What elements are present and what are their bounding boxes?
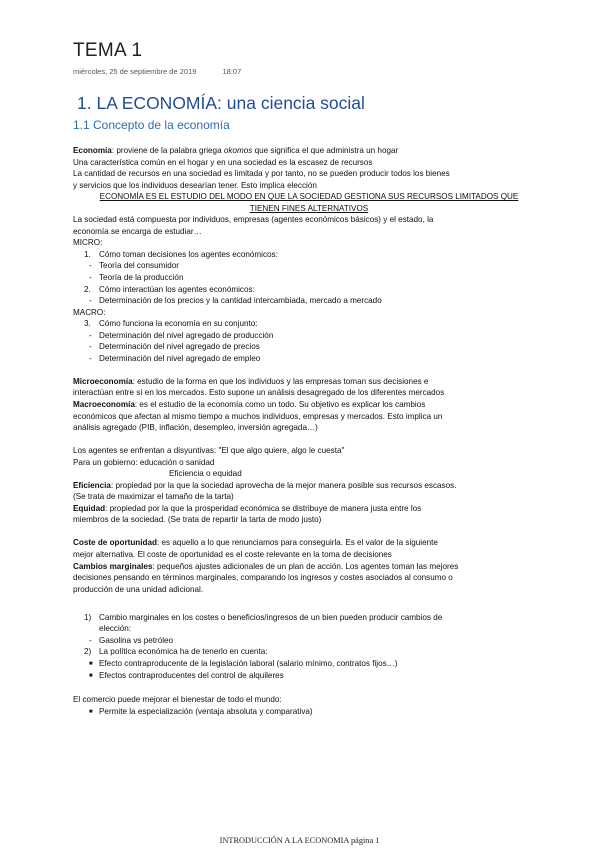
term-macroeconomia: Macroeconomía — [73, 399, 135, 409]
list-number: 2) — [84, 647, 92, 657]
term-equidad: Equidad — [73, 503, 106, 513]
list-number: 2. — [84, 284, 91, 294]
list-number: 1) — [84, 612, 92, 622]
text-line: producción de una unidad adicional. — [73, 584, 204, 594]
paragraph-economia — [73, 145, 545, 157]
text: : proviene de la palabra griega — [111, 146, 224, 155]
note-time: 18:07 — [222, 67, 242, 76]
text-line: (Se trata de maximizar el tamaño de la tarta) — [73, 492, 234, 502]
dash-bullet: - — [89, 273, 92, 283]
list-item — [73, 318, 545, 330]
text-line: El comercio puede mejorar el bienestar de todo el mundo: — [73, 695, 282, 705]
list-item — [73, 295, 545, 307]
term-economia: Economía — [73, 146, 112, 155]
text: : es el estudio de la economía como un todo. Su objetivo es explicar los cambios — [134, 399, 426, 409]
list-item — [73, 670, 545, 683]
text-line: Para un gobierno: educación o sanidad — [73, 457, 215, 467]
list-text: La política económica ha de tenerlo en cuenta: — [99, 647, 268, 657]
dash-bullet: - — [89, 342, 92, 352]
heading-2: 1.1 Concepto de la economía — [73, 118, 230, 132]
paragraph-coste — [73, 537, 545, 549]
paragraph-macroeconomia — [73, 399, 545, 411]
list-text: Teoría del consumidor — [99, 261, 179, 271]
term-cambios: Cambios marginales — [73, 561, 153, 571]
list-item — [73, 706, 545, 719]
list-text: Cambio marginales en los costes o beneficios/ingresos de un bien pueden producir cambios de — [99, 612, 443, 622]
dash-bullet: - — [89, 635, 92, 645]
spacer — [73, 434, 545, 446]
text: que significa el que administra un hogar — [252, 146, 399, 155]
text-line: Los agentes se enfrentan a disyuntivas: "El que algo quiere, algo le cuesta" — [73, 446, 345, 456]
note-date: miércoles, 25 de septiembre de 2019 — [73, 67, 197, 76]
note-body — [73, 145, 545, 719]
square-bullet-icon: ■ — [89, 673, 93, 680]
text-line: mejor alternativa. El coste de oportunidad es el coste relevante en la toma de decisiones — [73, 550, 392, 559]
list-item — [73, 249, 545, 261]
text-line: y servicios que los individuos desearían tener. Esto implica elección — [73, 180, 317, 190]
spacer — [73, 595, 545, 607]
paragraph-cambios — [73, 561, 545, 573]
text-line: decisiones pensando en términos marginales, comparando los ingresos y costes asociados al consumo o — [73, 573, 453, 583]
list-item — [73, 272, 545, 284]
dash-bullet: - — [89, 330, 92, 340]
paragraph-equidad — [73, 503, 545, 515]
list-text: Cómo funciona la economía en su conjunto: — [99, 319, 258, 329]
square-bullet-icon: ■ — [89, 660, 93, 667]
list-item — [73, 658, 545, 671]
text-line: análisis agregado (PIB, inflación, desempleo, inversión agregada…) — [73, 423, 318, 433]
term-microeconomia: Microeconomía — [73, 376, 133, 386]
list-text: Permite la especialización (ventaja absoluta y comparativa) — [99, 707, 313, 717]
term-greek: okomos — [223, 146, 253, 155]
list-item — [73, 260, 545, 272]
note-timestamp — [73, 67, 241, 76]
note-title: TEMA 1 — [73, 40, 143, 61]
list-text-continued: elección: — [99, 624, 132, 634]
list-item — [73, 635, 545, 647]
heading-1: 1. LA ECONOMÍA: una ciencia social — [77, 93, 365, 113]
term-eficiencia: Eficiencia — [73, 480, 111, 490]
spacer — [73, 526, 545, 538]
list-text: Efecto contraproducente de la legislación laboral (salario mínimo, contratos fijos…) — [99, 658, 398, 668]
text: : estudio de la forma en que los individuos y las empresas toman sus decisiones e — [132, 376, 429, 386]
list-text: Cómo interactúan los agentes económicos: — [99, 284, 255, 294]
list-text: Efectos contraproducentes del control de alquileres — [99, 671, 284, 681]
text: : es aquello a lo que renunciamos para conseguirla. Es el valor de la siguiente — [156, 538, 438, 548]
spacer — [73, 683, 545, 695]
square-bullet-icon: ■ — [89, 709, 93, 716]
term-coste: Coste de oportunidad — [73, 538, 157, 548]
definition-underlined: TIENEN FINES ALTERNATIVOS — [249, 203, 369, 213]
page-footer: INTRODUCCIÓN A LA ECONOMIA página 1 — [219, 836, 380, 845]
paragraph-microeconomia — [73, 376, 545, 388]
list-text: Determinación del nivel agregado de precios — [99, 342, 260, 352]
list-item — [73, 341, 545, 353]
text-line: Una característica común en el hogar y en una sociedad es la escasez de recursos — [73, 157, 373, 167]
list-item — [73, 612, 545, 624]
text-line: La cantidad de recursos en una sociedad es limitada y por tanto, no se pueden producir todos los bienes — [73, 169, 450, 179]
text-line: Eficiencia o equidad — [169, 469, 242, 479]
macro-label: MACRO: — [73, 307, 106, 317]
definition-underlined: ECONOMÍA ES EL ESTUDIO DEL MODO EN QUE LA SOCIEDAD GESTIONA SUS RECURSOS LIMITADOS QUE — [99, 192, 519, 202]
text-line: economía se encarga de estudiar… — [73, 226, 202, 236]
list-number: 1. — [84, 249, 91, 259]
list-text: Determinación del nivel agregado de empleo — [99, 353, 261, 363]
text-line: La sociedad está compuesta por individuos, empresas (agentes económicos básicos) y el estado, la — [73, 215, 434, 225]
dash-bullet: - — [89, 296, 92, 306]
list-text: Determinación de los precios y la cantidad intercambiada, mercado a mercado — [99, 296, 382, 306]
list-text: Determinación del nivel agregado de producción — [99, 330, 274, 340]
list-item — [73, 646, 545, 658]
list-item — [73, 353, 545, 365]
text: : pequeños ajustes adicionales de un plan de acción. Los agentes toman las mejores — [152, 561, 459, 571]
list-item — [73, 284, 545, 296]
text-line: económicos que afectan al mismo tiempo a muchos individuos, empresas y mercados. Esto implica un — [73, 411, 443, 421]
list-text: Teoría de la producción — [99, 273, 184, 283]
dash-bullet: - — [89, 261, 92, 271]
text: : propiedad por la que la sociedad aprovecha de la mejor manera posible sus recursos escasos. — [110, 480, 457, 490]
list-text: Cómo toman decisiones los agentes económicos: — [99, 249, 278, 259]
dash-bullet: - — [89, 353, 92, 363]
list-item — [73, 330, 545, 342]
text: : propiedad por la que la prosperidad económica se distribuye de manera justa entre los — [105, 503, 422, 513]
list-number: 3. — [84, 319, 91, 329]
text-line: miembros de la sociedad. (Se trata de repartir la tarta de modo justo) — [73, 515, 322, 525]
list-text: Gasolina vs petróleo — [99, 635, 174, 645]
text-line: interactúan entre sí en los mercados. Esto supone un análisis desagregado de los diferentes mercados — [73, 388, 445, 398]
spacer — [73, 364, 545, 376]
paragraph-eficiencia — [73, 480, 545, 492]
micro-label: MICRO: — [73, 238, 103, 248]
